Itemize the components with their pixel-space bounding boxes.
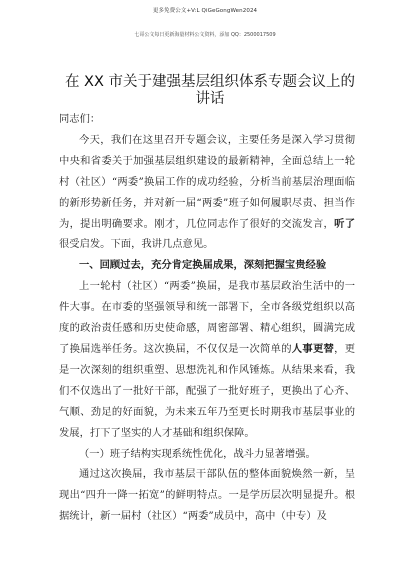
top-header: 更多免费公文+V:L QiGeGongWen2024 <box>152 8 258 14</box>
greeting: 同志们： <box>59 113 101 125</box>
paragraph-review-text-b: ，更是一次深刻的组织重塑、思想洗礼和作风锤炼。从结果来看，我们不仅选出了一批好干部，配强了一批好班子，更换出了心齐、气顺、劲足的好面貌，为未来五年乃至更长时期我市基层事业的发展，打下了坚实的人才基础和组织保障。 <box>59 342 356 439</box>
title-line-1: 在 XX 市关于建强基层组织体系专题会议上的 <box>64 74 356 90</box>
title-line-2: 讲话 <box>195 91 225 107</box>
paragraph-review-text-a: 上一轮村（社区）“两委”换届，是我市基层政治生活中的一件大事。在市委的坚强领导和统一部署下，全市各级党组织以高度的政治责任感和历史使命感，周密部署、精心组织，圆满完成了换届选举任务。这次换届，不仅仅是一次简单的 <box>59 280 355 355</box>
section-heading-1: 一、回顾过去，充分肯定换届成果，深刻把握宝贵经验 <box>79 259 327 272</box>
paragraph-structure: 通过这次换届，我市基层干部队伍的整体面貌焕然一新，呈现出“四升一降一拓宽”的鲜明特点。一是学历层次明显提升。根据统计，新一届村（社区）“两委”成员中，高中（中专）及 <box>59 468 355 523</box>
paragraph-review <box>59 276 355 443</box>
paragraph-intro <box>59 130 355 255</box>
document-title <box>50 74 370 108</box>
subsection-heading-1: （一）班子结构实现系统性优化，战斗力显著增强。 <box>79 447 316 460</box>
paragraph-review-bold: 人事更替 <box>291 342 335 355</box>
paragraph-intro-text: 今天，我们在这里召开专题会议，主要任务是深入学习贯彻中央和省委关于加强基层组织建设的最新精神，全面总结上一轮村（社区）“两委”换届工作的成功经验，分析当前基层治理面临的新形势新任务，并对新一届“两委”班子如何履职尽责、担当作为，提出明确要求。刚才，几位同志作了很好的交流发言， <box>59 133 355 230</box>
sub-header: 七哥公文每日更新海量材料公文资料，添加 QQ：2500017509 <box>134 32 276 38</box>
paragraph-intro-tail: 很受启发。下面，我讲几点意见。 <box>59 238 214 251</box>
document-body <box>59 109 355 527</box>
paragraph-intro-bold: 听了 <box>334 217 356 230</box>
